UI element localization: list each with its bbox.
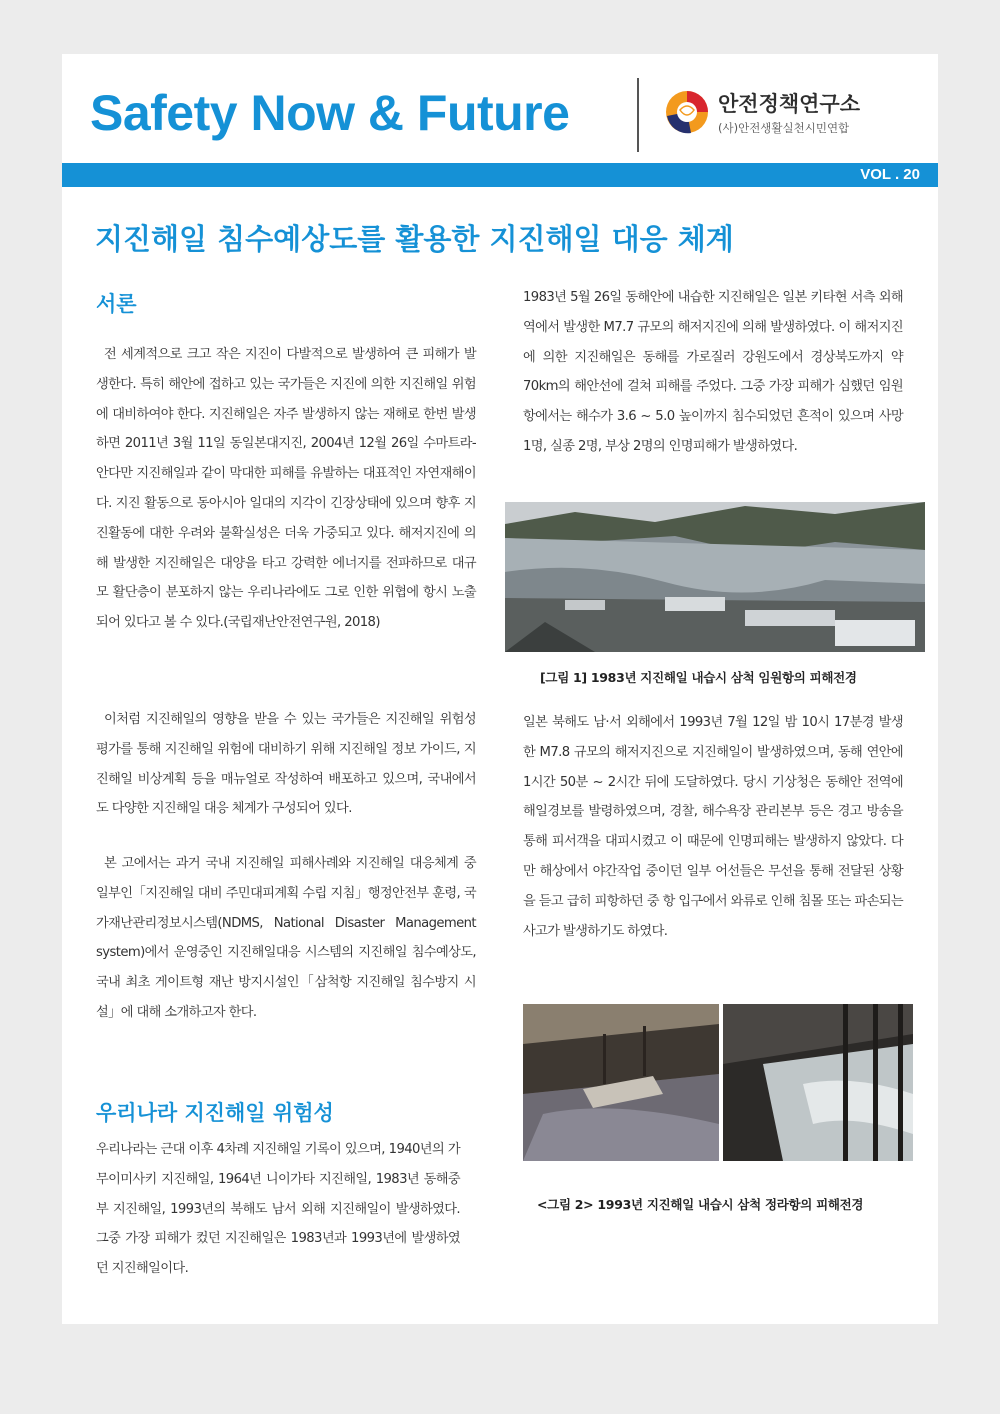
- article-title: 지진해일 침수예상도를 활용한 지진해일 대응 체계: [95, 222, 734, 256]
- figure-2-photo-left: [523, 1004, 719, 1161]
- intro-paragraph-1: 전 세계적으로 크고 작은 지진이 다발적으로 발생하여 큰 피해가 발생한다. 특히 해안에 접하고 있는 국가들은 지진에 의한 지진해일 위험에 대비하여야 한다. 지진해일은 자주 발생하지 않는 재해로 한번 발생하면 2011년 3월 11일 동일본대지진, 2004년 12월 26일 수마트라-안다만 지진해일과 같이 막대한 피해를 유발하는 대표적인 자연재해이다. 지진 활동으로 동아시아 일대의 지각이 긴장상태에 있으며 향후 지진활동에 대한 우려와 불확실성은 더욱 가중되고 있다. 해저지진에 의해 발생한 지진해일은 대양을 타고 강력한 에너지를 전파하므로 대규모 활단층이 분포하지 않는 우리나라에도 그로 인한 위협에 항시 노출되어 있다고 볼 수 있다.(국립재난안전연구원, 2018): [96, 347, 476, 631]
- right-paragraph-1983: 1983년 5월 26일 동해안에 내습한 지진해일은 일본 키타현 서측 외해역에서 발생한 M7.7 규모의 해저지진에 의해 발생하였다. 이 해저지진에 의한 지진해일은 동해를 가로질러 강원도에서 경상북도까지 약 70km의 해안선에 걸쳐 피해를 주었다. 그중 가장 피해가 심했던 임원항에서는 해수가 3.6 ~ 5.0 높이까지 침수되었던 흔적이 있으며 사망 1명, 실종 2명, 부상 2명의 인명피해가 발생하였다.: [523, 290, 903, 454]
- header-divider: [637, 78, 639, 152]
- brand-title: Safety Now & Future: [90, 85, 570, 141]
- intro-paragraph-2: 이처럼 지진해일의 영향을 받을 수 있는 국가들은 지진해일 위험성 평가를 통해 지진해일 위험에 대비하기 위해 지진해일 정보 가이드, 지진해일 비상계획 등을 매뉴얼로 작성하여 배포하고 있으며, 국내에서도 다양한 지진해일 대응 체계가 구성되어 있다.: [96, 712, 476, 817]
- figure-1-caption: [그림 1] 1983년 지진해일 내습시 삼척 임원항의 피해전경: [540, 670, 857, 685]
- org-subtitle: (사)안전생활실천시민연합: [718, 121, 850, 135]
- volume-label: VOL . 20: [860, 166, 920, 183]
- org-logo-icon: [665, 90, 709, 134]
- figure-1-photo: [505, 502, 925, 652]
- section-heading-risk: 우리나라 지진해일 위험성: [96, 1101, 334, 1125]
- figure-2-photo-right: [723, 1004, 913, 1161]
- org-name: 안전정책연구소: [718, 92, 861, 116]
- right-paragraph-1993: 일본 북해도 남·서 외해에서 1993년 7월 12일 밤 10시 17분경 발생한 M7.8 규모의 해저지진으로 지진해일이 발생하였으며, 동해 연안에 1시간 50분 ~ 2시간 뒤에 도달하였다. 당시 기상청은 동해안 전역에 해일경보를 발령하였으며, 경찰, 해수욕장 관리본부 등은 경고 방송을 통해 피서객을 대피시켰고 이 때문에 인명피해는 발생하지 않았다. 다만 해상에서 야간작업 중이던 일부 어선들은 무선을 통해 전달된 상황을 듣고 급히 피항하던 중 항 입구에서 와류로 인해 침몰 또는 파손되는 사고가 발생하기도 하였다.: [523, 715, 903, 939]
- header-band: [62, 163, 938, 187]
- risk-paragraph: 우리나라는 근대 이후 4차례 지진해일 기록이 있으며, 1940년의 가무이미사키 지진해일, 1964년 니이가타 지진해일, 1983년 동해중부 지진해일, 1993년의 북해도 남서 외해 지진해일이 발생하였다. 그중 가장 피해가 컸던 지진해일은 1983년과 1993년에 발생하였던 지진해일이다.: [96, 1142, 460, 1277]
- figure-2-caption: <그림 2> 1993년 지진해일 내습시 삼척 정라항의 피해전경: [537, 1197, 864, 1212]
- intro-paragraph-3: 본 고에서는 과거 국내 지진해일 피해사례와 지진해일 대응체계 중 일부인「지진해일 대비 주민대피계획 수립 지침」행정안전부 훈령, 국가재난관리정보시스템(NDMS, National Disaster Management system)에서 운영중인 지진해일대응 시스템의 지진해일 침수예상도, 국내 최초 게이트형 재난 방지시설인「삼척항 지진해일 침수방지 시설」에 대해 소개하고자 한다.: [96, 856, 476, 1020]
- section-heading-intro: 서론: [96, 292, 137, 316]
